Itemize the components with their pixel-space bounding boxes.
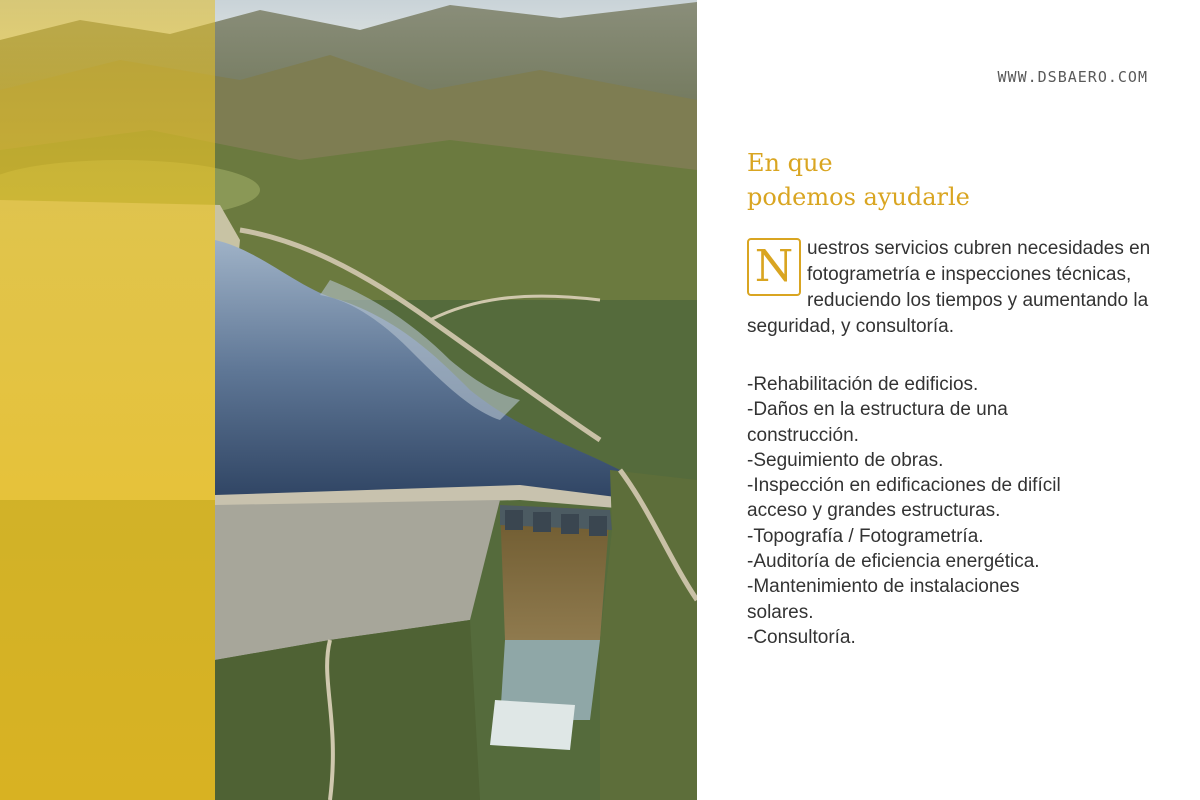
service-item: -Mantenimiento de instalaciones solares. <box>747 576 1020 623</box>
site-url: WWW.DSBAERO.COM <box>997 68 1148 86</box>
section-heading <box>747 146 1167 214</box>
service-item: -Rehabilitación de edificios. <box>747 374 979 395</box>
service-item: -Consultoría. <box>747 626 856 648</box>
service-item: -Inspección en edificaciones de difícil acceso y grandes estructuras. <box>747 475 1061 522</box>
yellow-color-band <box>0 0 215 800</box>
service-item: -Auditoría de eficiencia energética. <box>747 551 1040 573</box>
heading-line-1: En que <box>747 149 833 177</box>
service-item: -Topografía / Fotogrametría. <box>747 525 984 547</box>
intro-paragraph <box>747 236 1152 340</box>
text-panel <box>697 0 1200 800</box>
service-item: -Seguimiento de obras. <box>747 449 944 471</box>
dropcap: N <box>747 238 801 296</box>
services-list <box>747 372 1077 650</box>
heading-line-2: podemos ayudarle <box>747 183 970 211</box>
service-item: -Daños en la estructura de una construcción. <box>747 399 1008 446</box>
intro-text: uestros servicios cubren necesidades en fotogrametría e inspecciones técnicas, reduciendo los tiempos y aumentando la seguridad, y consultoría. <box>747 238 1151 337</box>
